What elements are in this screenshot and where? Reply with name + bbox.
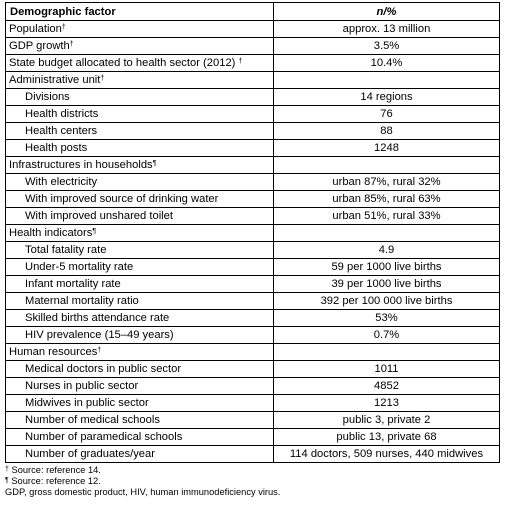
row-label-text: Under-5 mortality rate	[25, 261, 134, 273]
row-label	[6, 21, 274, 38]
row-value: 1248	[274, 140, 500, 157]
row-label	[6, 412, 274, 429]
table-row	[6, 276, 500, 293]
row-value: 0.7%	[274, 327, 500, 344]
table-row	[6, 55, 500, 72]
table-row	[6, 106, 500, 123]
row-value: 392 per 100 000 live births	[274, 293, 500, 310]
row-value: 39 per 1000 live births	[274, 276, 500, 293]
row-label-text: Divisions	[25, 91, 70, 103]
footnote-text: Source: reference 14.	[8, 465, 101, 475]
row-value: 88	[274, 123, 500, 140]
row-value	[274, 225, 500, 242]
row-value: public 3, private 2	[274, 412, 500, 429]
row-label	[6, 225, 274, 242]
section-row	[6, 225, 500, 242]
row-label	[6, 157, 274, 174]
row-label-text: With electricity	[25, 176, 98, 188]
footnote-mark: †	[61, 24, 66, 31]
footnote-line	[5, 465, 499, 476]
table-body	[6, 21, 500, 463]
table-row	[6, 395, 500, 412]
row-value: 1011	[274, 361, 500, 378]
row-label-text: Infrastructures in households	[9, 159, 153, 171]
row-label-text: Health indicators	[9, 227, 93, 239]
header-n-percent	[274, 3, 500, 21]
footnote-mark: †	[238, 58, 243, 65]
row-label	[6, 208, 274, 225]
row-label	[6, 259, 274, 276]
footnote-mark: ¶	[92, 228, 97, 235]
row-label-text: Health districts	[25, 108, 99, 120]
row-label-text: Human resources	[9, 346, 98, 358]
row-label	[6, 310, 274, 327]
table-row	[6, 429, 500, 446]
row-label-text: Maternal mortality ratio	[25, 295, 139, 307]
row-value: 53%	[274, 310, 500, 327]
row-label-text: With improved unshared toilet	[25, 210, 173, 222]
row-value: 1213	[274, 395, 500, 412]
table-row	[6, 242, 500, 259]
table-row	[6, 293, 500, 310]
row-value: 10.4%	[274, 55, 500, 72]
row-label	[6, 378, 274, 395]
row-label	[6, 327, 274, 344]
table-row	[6, 191, 500, 208]
row-label-text: GDP growth	[9, 40, 70, 52]
row-label-text: Nurses in public sector	[25, 380, 139, 392]
row-value: 76	[274, 106, 500, 123]
row-label	[6, 72, 274, 89]
row-label-text: Number of medical schools	[25, 414, 160, 426]
row-value: urban 87%, rural 32%	[274, 174, 500, 191]
row-label	[6, 38, 274, 55]
row-label-text: HIV prevalence (15–49 years)	[25, 329, 174, 341]
row-label	[6, 123, 274, 140]
footnote-text: Source: reference 12.	[8, 476, 101, 487]
table-container	[5, 2, 499, 499]
row-value: 59 per 1000 live births	[274, 259, 500, 276]
header-n-percent-label: n/%	[376, 5, 397, 18]
footnote-text: GDP, gross domestic product, HIV, human immunodeficiency virus.	[5, 487, 281, 498]
row-label-text: With improved source of drinking water	[25, 193, 219, 205]
footnote-line	[5, 487, 499, 498]
demographic-table	[5, 2, 500, 463]
row-value: 114 doctors, 509 nurses, 440 midwives	[274, 446, 500, 463]
table-row	[6, 123, 500, 140]
footnote-mark: †	[69, 41, 74, 48]
row-label	[6, 429, 274, 446]
row-label	[6, 174, 274, 191]
table-row	[6, 38, 500, 55]
row-value	[274, 72, 500, 89]
table-header-row	[6, 3, 500, 21]
footnote-mark: †	[5, 466, 9, 473]
row-value: urban 85%, rural 63%	[274, 191, 500, 208]
table-row	[6, 89, 500, 106]
table-row	[6, 208, 500, 225]
row-label-text: Total fatality rate	[25, 244, 107, 256]
row-label-text: Medical doctors in public sector	[25, 363, 182, 375]
row-value: urban 51%, rural 33%	[274, 208, 500, 225]
footnote-mark: †	[97, 347, 102, 354]
row-label-text: Health centers	[25, 125, 98, 137]
table-row	[6, 361, 500, 378]
footnote-line	[5, 476, 499, 487]
table-row	[6, 378, 500, 395]
footnote-mark: †	[100, 75, 105, 82]
table-row	[6, 310, 500, 327]
footnote-mark: ¶	[5, 477, 9, 485]
row-label	[6, 293, 274, 310]
row-label-text: Population	[9, 23, 62, 35]
row-label-text: Administrative unit	[9, 74, 101, 86]
row-label	[6, 276, 274, 293]
footnote-mark: ¶	[152, 160, 157, 167]
header-demographic-factor: Demographic factor	[6, 3, 274, 21]
section-row	[6, 72, 500, 89]
table-row	[6, 259, 500, 276]
row-label-text: Midwives in public sector	[25, 397, 149, 409]
row-label	[6, 361, 274, 378]
row-value: 4852	[274, 378, 500, 395]
row-value: 4.9	[274, 242, 500, 259]
row-value: approx. 13 million	[274, 21, 500, 38]
row-value	[274, 157, 500, 174]
row-label	[6, 395, 274, 412]
section-row	[6, 157, 500, 174]
table-row	[6, 174, 500, 191]
row-label-text: Number of paramedical schools	[25, 431, 183, 443]
row-label	[6, 344, 274, 361]
row-label	[6, 106, 274, 123]
row-label-text: Infant mortality rate	[25, 278, 121, 290]
table-row	[6, 327, 500, 344]
row-label	[6, 55, 274, 72]
row-label-text: State budget allocated to health sector (2012)	[9, 57, 239, 69]
row-label-text: Skilled births attendance rate	[25, 312, 170, 324]
section-row	[6, 344, 500, 361]
row-value: public 13, private 68	[274, 429, 500, 446]
row-label	[6, 242, 274, 259]
row-value: 3.5%	[274, 38, 500, 55]
table-row	[6, 21, 500, 38]
table-row	[6, 446, 500, 463]
row-label	[6, 140, 274, 157]
row-label	[6, 89, 274, 106]
footnotes	[5, 465, 499, 499]
row-label	[6, 191, 274, 208]
row-value: 14 regions	[274, 89, 500, 106]
row-value	[274, 344, 500, 361]
row-label-text: Health posts	[25, 142, 88, 154]
table-row	[6, 412, 500, 429]
row-label	[6, 446, 274, 463]
table-row	[6, 140, 500, 157]
row-label-text: Number of graduates/year	[25, 448, 155, 460]
